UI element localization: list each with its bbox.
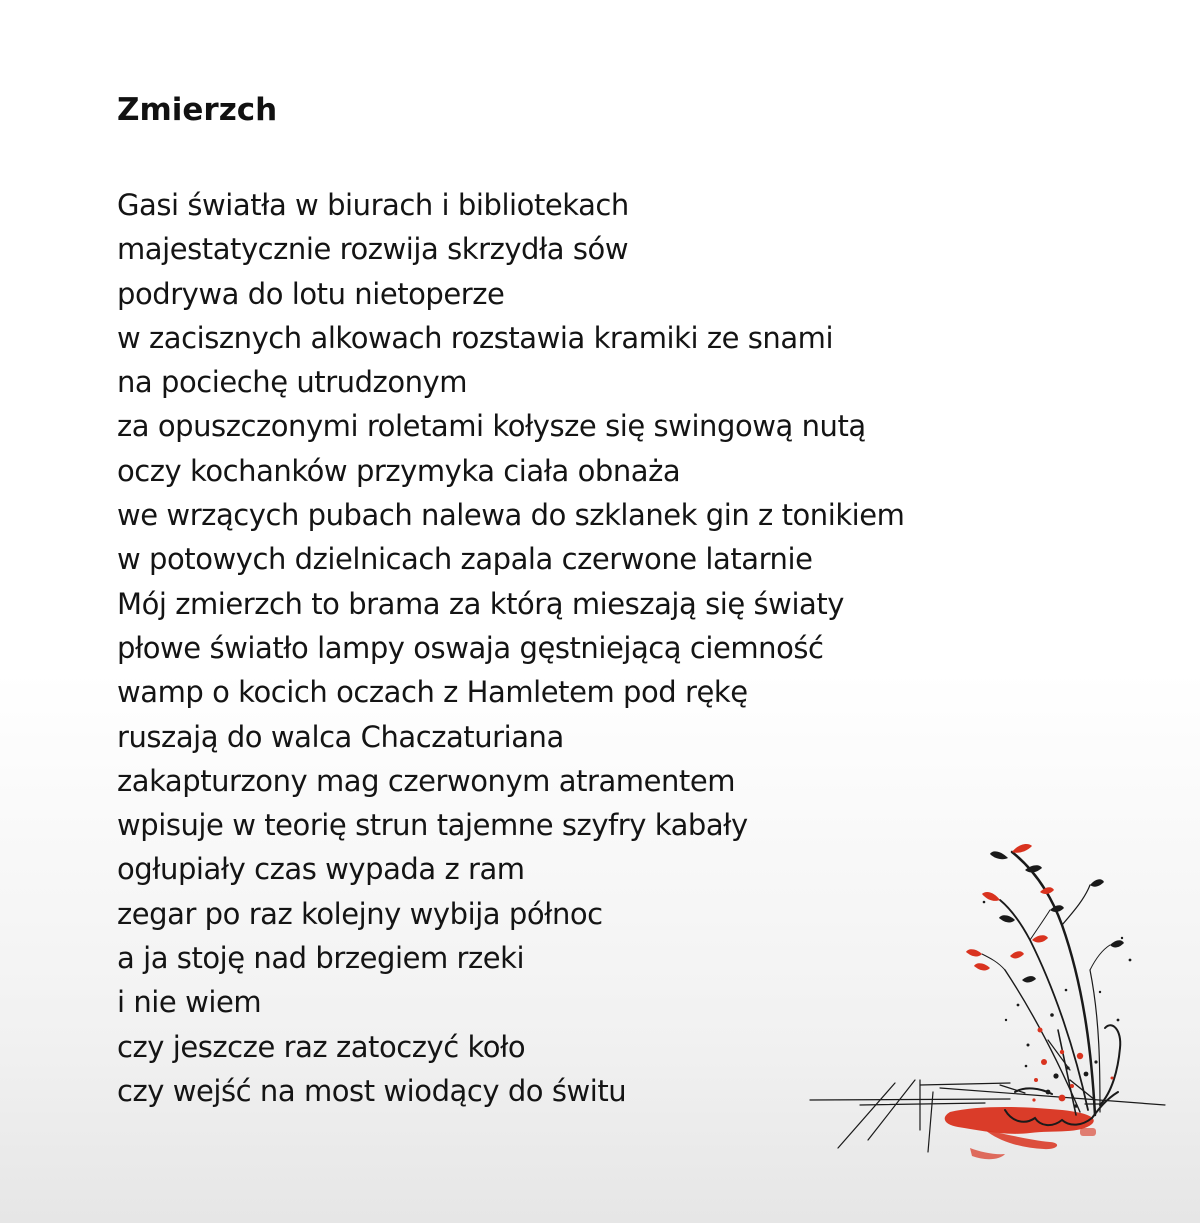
poem-line: na pociechę utrudzonym xyxy=(117,365,468,400)
poem-line: w potowych dzielnicach zapala czerwone latarnie xyxy=(117,542,813,577)
poem-line: wamp o kocich oczach z Hamletem pod rękę xyxy=(117,675,748,710)
poem-line: Mój zmierzch to brama za którą mieszają się światy xyxy=(117,586,845,621)
poem-line: wpisuje w teorię strun tajemne szyfry kabały xyxy=(117,808,748,843)
poem-line: Gasi światła w biurach i bibliotekach xyxy=(117,188,629,222)
poem-line: podrywa do lotu nietoperze xyxy=(117,276,505,311)
plant-leaves xyxy=(966,844,1124,983)
poem-line: majestatycznie rozwija skrzydła sów xyxy=(117,232,629,267)
poem-line: czy jeszcze raz zatoczyć koło xyxy=(117,1029,526,1064)
poem-line: zakapturzony mag czerwonym atramentem xyxy=(117,763,736,798)
poem-line: we wrzących pubach nalewa do szklanek gin z tonikiem xyxy=(117,498,905,533)
poem-line: ruszają do walca Chaczaturiana xyxy=(117,719,564,754)
poem-line: oczy kochanków przymyka ciała obnaża xyxy=(117,453,681,488)
poem-line: ogłupiały czas wypada z ram xyxy=(117,852,525,887)
red-ink-wash xyxy=(945,1107,1096,1159)
poem-line: za opuszczonymi roletami kołysze się swingową nutą xyxy=(117,409,866,444)
poem-line: zegar po raz kolejny wybija północ xyxy=(117,896,603,931)
poem-title: Zmierzch xyxy=(117,92,278,128)
ink-plant-sketch-icon xyxy=(800,830,1170,1180)
poem-line: a ja stoję nad brzegiem rzeki xyxy=(117,941,525,976)
poem-line: płowe światło lampy oswaja gęstniejącą ciemność xyxy=(117,630,824,665)
poem-line: w zacisznych alkowach rozstawia kramiki ze snami xyxy=(117,320,834,355)
poem-line: czy wejść na most wiodący do świtu xyxy=(117,1073,627,1108)
poem-line: i nie wiem xyxy=(117,985,262,1020)
